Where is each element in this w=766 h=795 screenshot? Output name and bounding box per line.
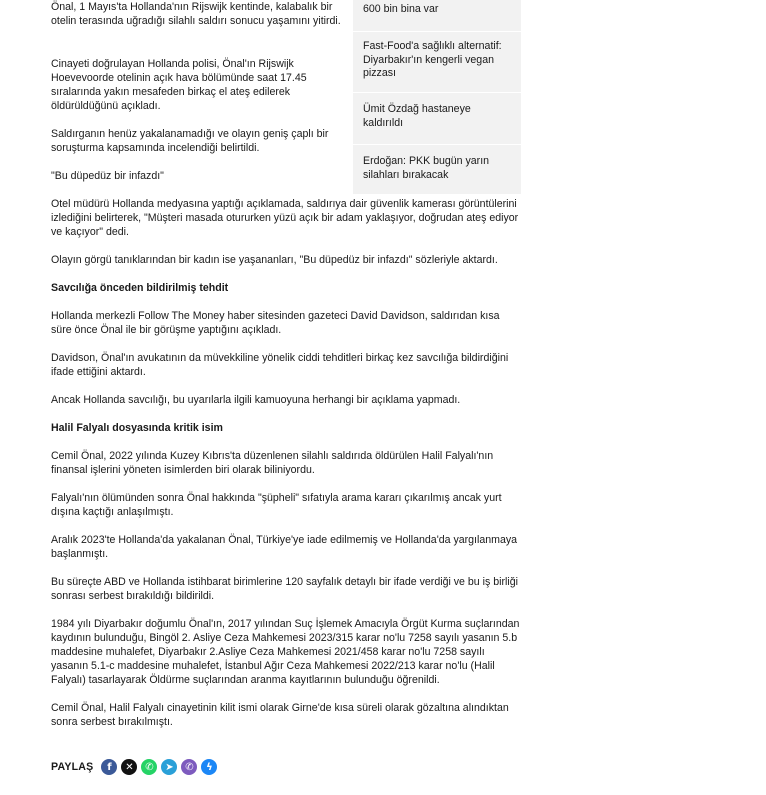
x-share-icon[interactable]: ✕ [121, 759, 137, 775]
subheading-prosecutor: Savcılığa önceden bildirilmiş tehdit [51, 282, 229, 294]
whatsapp-share-icon[interactable]: ✆ [141, 759, 157, 775]
article-paragraph-5: Otel müdürü Hollanda medyasına yaptığı açıklamada, saldırıya dair güvenlik kamerası görüntülerini izlediğini belirterek, "Müşteri masada otururken yüzü açık bir adam yaklaşıyor, doğrudan ateş ediyor ve kaçıyor" dedi. [51, 198, 519, 238]
article-paragraph-11: Falyalı'nın ölümünden sonra Önal hakkında "şüpheli" sıfatıyla arama kararı çıkarılmış ancak yurt dışına kaçtığı anlaşılmıştı. [51, 492, 502, 518]
telegram-share-icon[interactable]: ➤ [161, 759, 177, 775]
share-label: PAYLAŞ [51, 761, 94, 773]
messenger-share-icon[interactable]: ϟ [201, 759, 217, 775]
related-news-title: 600 bin bina var [363, 3, 439, 15]
related-news-sidebar [353, 0, 521, 195]
article-quote-heading: "Bu düpedüz bir infazdı" [51, 170, 164, 182]
article-paragraph-12: Aralık 2023'te Hollanda'da yakalanan Önal, Türkiye'ye iade edilmemiş ve Hollanda'da yargılanmaya başlanmıştı. [51, 534, 518, 560]
related-news-item[interactable] [353, 93, 521, 145]
article-paragraph-9: Ancak Hollanda savcılığı, bu uyarılarla ilgili kamuoyuna herhangi bir açıklama yapmadı. [51, 394, 461, 406]
article-paragraph-2: Cinayeti doğrulayan Hollanda polisi, Önal'ın Rijswijk Hoevevoorde otelinin açık hava bölümünde saat 17.45 sıralarında yakın mesafeden birkaç el ateş edilerek öldürüldüğünü açıkladı. [51, 58, 307, 112]
article-paragraph-15: Cemil Önal, Halil Falyalı cinayetinin kilit ismi olarak Girne'de kısa süreli olarak gözaltına alındıktan sonra serbest bırakılmıştı. [51, 702, 509, 728]
related-news-item[interactable] [353, 0, 521, 32]
article-paragraph-6: Olayın görgü tanıklarından bir kadın ise yaşananları, "Bu düpedüz bir infazdı" sözleriyle aktardı. [51, 254, 498, 266]
related-news-title: Fast-Food'a sağlıklı alternatif: Diyarbakır'ın kengerli vegan pizzası [363, 40, 502, 79]
facebook-share-icon[interactable]: f [101, 759, 117, 775]
article-body [51, 197, 521, 729]
article-paragraph-10: Cemil Önal, 2022 yılında Kuzey Kıbrıs'ta düzenlenen silahlı saldırıda öldürülen Halil Falyalı'nın finansal işlerini yöneten isimlerden biri olarak biliniyordu. [51, 450, 494, 476]
viber-share-icon[interactable]: ✆ [181, 759, 197, 775]
article-paragraph-3: Saldırganın henüz yakalanamadığı ve olayın geniş çaplı bir soruşturma kapsamında incelendiği belirtildi. [51, 128, 329, 154]
article-paragraph-14: 1984 yılı Diyarbakır doğumlu Önal'ın, 2017 yılından Suç İşlemek Amacıyla Örgüt Kurma suçlarından kaydının bulunduğu, Bingöl 2. Asliye Ceza Mahkemesi 2023/315 karar no'lu 7258 sayılı yasanın 5.b maddesine muhalefet, Diyarbakır 2.Asliye Ceza Mahkemesi 2021/458 karar no'lu 7258 sayılı yasanın 5.1-c maddesine muhalefet, İstanbul Ağır Ceza Mahkemesi 2022/213 karar no'lu (Halil Falyalı) tasarlayarak Öldürme suçlarından aranma kayıtlarının bulunduğu öğrenildi. [51, 618, 520, 686]
related-news-item[interactable] [353, 32, 521, 93]
article-paragraph-8: Davidson, Önal'ın avukatının da müvekkiline yönelik ciddi tehditleri birkaç kez savcılığa bildirdiğini ifade ettiğini aktardı. [51, 352, 509, 378]
share-buttons [101, 759, 221, 775]
article-paragraph-1: Önal, 1 Mayıs'ta Hollanda'nın Rijswijk kentinde, kalabalık bir otelin terasında uğradığı silahlı saldırı sonucu yaşamını yitirdi. [51, 1, 341, 27]
related-news-title: Ümit Özdağ hastaneye kaldırıldı [363, 103, 471, 129]
article-paragraph-13: Bu süreçte ABD ve Hollanda istihbarat birimlerine 120 sayfalık detaylı bir ifade verdiği ve bu iş birliği sonrası serbest bırakıldığı bildirildi. [51, 576, 518, 602]
subheading-falyali: Halil Falyalı dosyasında kritik isim [51, 422, 223, 434]
share-bar [51, 759, 221, 775]
related-news-item[interactable] [353, 145, 521, 195]
article-paragraph-7: Hollanda merkezli Follow The Money haber sitesinden gazeteci David Davidson, saldırıdan kısa süre önce Önal ile bir görüşme yaptığını açıkladı. [51, 310, 500, 336]
related-news-title: Erdoğan: PKK bugün yarın silahları bırakacak [363, 155, 490, 181]
